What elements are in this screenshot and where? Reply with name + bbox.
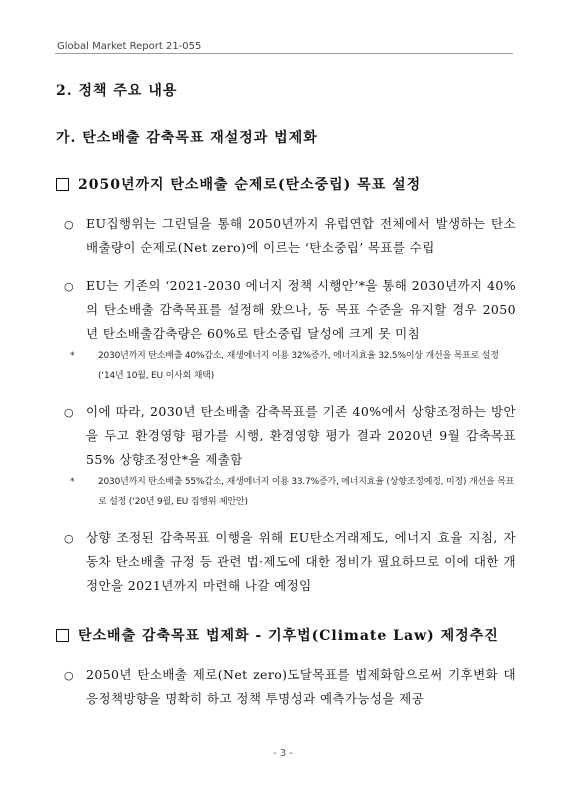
bullet-item	[56, 274, 516, 346]
bullet-text: EU집행위는 그린딜을 통해 2050년까지 유럽연합 전체에서 발생하는 탄소배출량이 순제로(Net zero)에 이르는 ‘탄소중립’ 목표를 수립	[86, 216, 516, 255]
footnote	[56, 472, 516, 512]
section-title: 2. 정책 주요 내용	[56, 83, 178, 99]
bullet-item	[56, 212, 516, 260]
bullet-text: 상향 조정된 감축목표 이행을 위해 EU탄소거래제도, 에너지 효율 지침, 자동차 탄소배출 규정 등 관련 법·제도에 대한 정비가 필요하므로 이에 대한 개정안을 2021년까지 마련해 나갈 예정임	[86, 530, 516, 593]
bullet-item	[56, 400, 516, 472]
checkbox-square-icon	[56, 629, 69, 642]
circle-bullet-icon: ○	[64, 669, 74, 682]
circle-bullet-icon: ○	[64, 406, 74, 419]
page-number: - 3 -	[273, 748, 293, 759]
bullet-text: 이에 따라, 2030년 탄소배출 감축목표를 기존 40%에서 상향조정하는 방안을 두고 환경영향 평가를 시행, 환경영향 평가 결과 2020년 9월 감축목표 55% 상향조정안*을 제출함	[86, 404, 516, 467]
circle-bullet-icon: ○	[64, 218, 74, 231]
circle-bullet-icon: ○	[64, 532, 74, 545]
asterisk-marker: *	[70, 351, 75, 361]
header-divider	[55, 53, 513, 54]
report-header: Global Market Report 21-055	[57, 41, 202, 52]
checkbox-square-icon	[56, 178, 69, 191]
bullet-item	[56, 526, 516, 598]
bullet-text: 2050년 탄소배출 제로(Net zero)도달목표를 법제화함으로써 기후변화 대응정책방향을 명확히 하고 정책 투명성과 예측가능성을 제공	[86, 667, 516, 706]
footnote	[56, 346, 516, 386]
bullet-item	[56, 663, 516, 711]
subsection-title: 가. 탄소배출 감축목표 재설정과 법제화	[56, 130, 318, 146]
footnote-text: 2030년까지 탄소배출 55%감소, 재생에너지 이용 33.7%증가, 에너지효율 (상향조정예정, 미정) 개선을 목표로 설정 (‘20년 9월, EU 집행위 제안안)	[98, 477, 515, 507]
block1-heading-text: 2050년까지 탄소배출 순제로(탄소중립) 목표 설정	[78, 177, 422, 193]
circle-bullet-icon: ○	[64, 280, 74, 293]
bullet-text: EU는 기존의 ‘2021-2030 에너지 정책 시행안’*을 통해 2030년까지 40%의 탄소배출 감축목표를 설정해 왔으나, 동 목표 수준을 유지할 경우 2050년 탄소배출감축량은 60%로 탄소중립 달성에 크게 못 미침	[86, 278, 516, 341]
block2-heading-text: 탄소배출 감축목표 법제화 - 기후법(Climate Law) 제정추진	[78, 628, 499, 644]
block2-heading	[56, 625, 516, 645]
footnote-text: 2030년까지 탄소배출 40%감소, 재생에너지 이용 32%증가, 에너지효율 32.5%이상 개선을 목표로 설정 (‘14년 10월, EU 이사회 채택)	[98, 351, 499, 381]
block1-heading	[56, 174, 516, 194]
asterisk-marker: *	[70, 477, 75, 487]
page-body	[56, 80, 516, 711]
